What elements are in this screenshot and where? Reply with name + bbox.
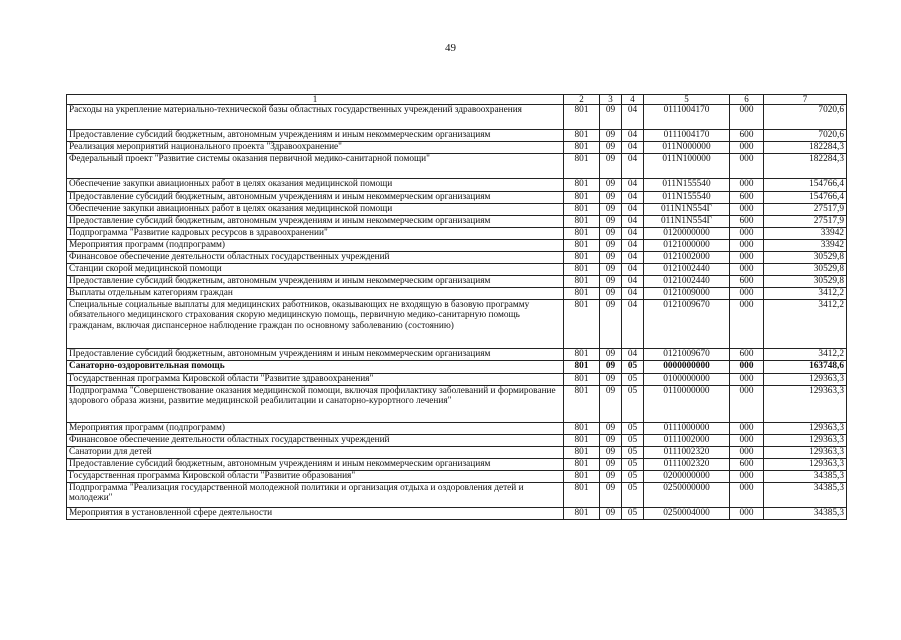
- row-name-cell: Предоставление субсидий бюджетным, автономным учреждениям и иным некоммерческим организациям: [67, 192, 564, 204]
- row-subsection-cell: 05: [622, 423, 644, 435]
- row-name-cell: Предоставление субсидий бюджетным, автономным учреждениям и иным некоммерческим организациям: [67, 130, 564, 142]
- row-expense-type-cell: 000: [730, 386, 764, 423]
- row-section-cell: 09: [600, 471, 622, 483]
- row-amount-cell: 30529,8: [764, 276, 847, 288]
- row-chapter-cell: 801: [564, 435, 600, 447]
- row-expense-type-cell: 600: [730, 276, 764, 288]
- row-section-cell: 09: [600, 508, 622, 520]
- row-name-cell: Подпрограмма "Совершенствование оказания медицинской помощи, включая профилактику заболеваний и формирование здорового образа жизни, развитие медицинской реабилитации и санаторно-курортного лечения": [67, 386, 564, 423]
- row-section-cell: 09: [600, 252, 622, 264]
- row-expense-type-cell: 000: [730, 179, 764, 192]
- header-cell: 6: [730, 95, 764, 105]
- row-name-cell: Финансовое обеспечение деятельности областных государственных учреждений: [67, 252, 564, 264]
- row-target-code-cell: 0121009670: [644, 349, 730, 361]
- row-name-cell: Выплаты отдельным категориям граждан: [67, 288, 564, 300]
- row-expense-type-cell: 000: [730, 435, 764, 447]
- row-amount-cell: 7020,6: [764, 105, 847, 130]
- row-name-cell: Реализация мероприятий национального проекта "Здравоохранение": [67, 142, 564, 154]
- row-subsection-cell: 04: [622, 192, 644, 204]
- row-name-cell: Санаторно-оздоровительная помощь: [67, 361, 564, 374]
- table-row: [67, 447, 847, 459]
- row-section-cell: 09: [600, 386, 622, 423]
- row-expense-type-cell: 000: [730, 483, 764, 508]
- row-section-cell: 09: [600, 130, 622, 142]
- row-amount-cell: 33942: [764, 240, 847, 252]
- row-chapter-cell: 801: [564, 142, 600, 154]
- row-name-cell: Мероприятия программ (подпрограмм): [67, 240, 564, 252]
- row-expense-type-cell: 000: [730, 288, 764, 300]
- row-target-code-cell: 011N1N554Г: [644, 216, 730, 228]
- row-expense-type-cell: 000: [730, 264, 764, 276]
- row-subsection-cell: 04: [622, 349, 644, 361]
- row-target-code-cell: 0100000000: [644, 374, 730, 386]
- row-target-code-cell: 0111004170: [644, 130, 730, 142]
- row-expense-type-cell: 000: [730, 447, 764, 459]
- row-amount-cell: 34385,3: [764, 471, 847, 483]
- row-name-cell: Станции скорой медицинской помощи: [67, 264, 564, 276]
- table-row: [67, 300, 847, 349]
- row-amount-cell: 129363,3: [764, 435, 847, 447]
- row-expense-type-cell: 000: [730, 240, 764, 252]
- row-subsection-cell: 04: [622, 142, 644, 154]
- row-expense-type-cell: 600: [730, 216, 764, 228]
- row-expense-type-cell: 000: [730, 252, 764, 264]
- row-name-cell: Подпрограмма "Развитие кадровых ресурсов в здравоохранении": [67, 228, 564, 240]
- row-amount-cell: 34385,3: [764, 483, 847, 508]
- table-row: [67, 508, 847, 520]
- row-amount-cell: 129363,3: [764, 447, 847, 459]
- row-expense-type-cell: 000: [730, 228, 764, 240]
- row-section-cell: 09: [600, 349, 622, 361]
- row-chapter-cell: 801: [564, 276, 600, 288]
- row-target-code-cell: 0111002320: [644, 447, 730, 459]
- row-section-cell: 09: [600, 423, 622, 435]
- row-amount-cell: 129363,3: [764, 423, 847, 435]
- row-subsection-cell: 04: [622, 276, 644, 288]
- row-name-cell: Государственная программа Кировской области "Развитие образования": [67, 471, 564, 483]
- row-amount-cell: 154766,4: [764, 179, 847, 192]
- row-amount-cell: 129363,3: [764, 386, 847, 423]
- row-section-cell: 09: [600, 154, 622, 179]
- header-cell: 1: [67, 95, 564, 105]
- row-amount-cell: 182284,3: [764, 142, 847, 154]
- table-row: [67, 483, 847, 508]
- row-subsection-cell: 04: [622, 288, 644, 300]
- row-subsection-cell: 04: [622, 228, 644, 240]
- row-target-code-cell: 0121002440: [644, 264, 730, 276]
- row-amount-cell: 7020,6: [764, 130, 847, 142]
- budget-table: [66, 94, 847, 520]
- row-subsection-cell: 05: [622, 374, 644, 386]
- row-chapter-cell: 801: [564, 179, 600, 192]
- table-row: [67, 374, 847, 386]
- row-name-cell: Государственная программа Кировской области "Развитие здравоохранения": [67, 374, 564, 386]
- row-amount-cell: 34385,3: [764, 508, 847, 520]
- header-cell: 5: [644, 95, 730, 105]
- table-row: [67, 130, 847, 142]
- table-row: [67, 105, 847, 130]
- row-amount-cell: 3412,2: [764, 300, 847, 349]
- row-subsection-cell: 04: [622, 204, 644, 216]
- table-header: [67, 95, 847, 105]
- table-row: [67, 471, 847, 483]
- row-section-cell: 09: [600, 228, 622, 240]
- table-row: [67, 216, 847, 228]
- row-name-cell: Предоставление субсидий бюджетным, автономным учреждениям и иным некоммерческим организациям: [67, 276, 564, 288]
- row-section-cell: 09: [600, 374, 622, 386]
- row-amount-cell: 30529,8: [764, 252, 847, 264]
- header-row: [67, 95, 847, 105]
- table-row: [67, 154, 847, 179]
- row-chapter-cell: 801: [564, 130, 600, 142]
- row-subsection-cell: 05: [622, 447, 644, 459]
- row-amount-cell: 33942: [764, 228, 847, 240]
- row-name-cell: Обеспечение закупки авиационных работ в целях оказания медицинской помощи: [67, 204, 564, 216]
- row-chapter-cell: 801: [564, 447, 600, 459]
- row-name-cell: Подпрограмма "Реализация государственной молодежной политики и организация отдыха и оздоровления детей и молодежи": [67, 483, 564, 508]
- row-expense-type-cell: 000: [730, 374, 764, 386]
- row-expense-type-cell: 000: [730, 300, 764, 349]
- table-row: [67, 361, 847, 374]
- table-row: [67, 264, 847, 276]
- table-row: [67, 423, 847, 435]
- row-expense-type-cell: 600: [730, 192, 764, 204]
- row-chapter-cell: 801: [564, 483, 600, 508]
- row-chapter-cell: 801: [564, 252, 600, 264]
- row-chapter-cell: 801: [564, 240, 600, 252]
- row-amount-cell: 129363,3: [764, 374, 847, 386]
- row-chapter-cell: 801: [564, 423, 600, 435]
- table-row: [67, 192, 847, 204]
- row-expense-type-cell: 000: [730, 423, 764, 435]
- row-section-cell: 09: [600, 447, 622, 459]
- row-section-cell: 09: [600, 300, 622, 349]
- row-expense-type-cell: 600: [730, 459, 764, 471]
- row-section-cell: 09: [600, 459, 622, 471]
- row-amount-cell: 27517,9: [764, 204, 847, 216]
- row-chapter-cell: 801: [564, 105, 600, 130]
- header-cell: 4: [622, 95, 644, 105]
- row-subsection-cell: 05: [622, 361, 644, 374]
- row-subsection-cell: 04: [622, 252, 644, 264]
- row-target-code-cell: 0110000000: [644, 386, 730, 423]
- row-name-cell: Мероприятия в установленной сфере деятельности: [67, 508, 564, 520]
- row-target-code-cell: 0121000000: [644, 240, 730, 252]
- row-subsection-cell: 04: [622, 264, 644, 276]
- row-subsection-cell: 05: [622, 483, 644, 508]
- row-amount-cell: 129363,3: [764, 459, 847, 471]
- row-target-code-cell: 0111000000: [644, 423, 730, 435]
- table-row: [67, 204, 847, 216]
- row-chapter-cell: 801: [564, 264, 600, 276]
- row-amount-cell: 163748,6: [764, 361, 847, 374]
- row-amount-cell: 30529,8: [764, 264, 847, 276]
- row-section-cell: 09: [600, 142, 622, 154]
- row-target-code-cell: 0111004170: [644, 105, 730, 130]
- row-section-cell: 09: [600, 216, 622, 228]
- row-chapter-cell: 801: [564, 508, 600, 520]
- row-section-cell: 09: [600, 276, 622, 288]
- row-amount-cell: 3412,2: [764, 349, 847, 361]
- row-subsection-cell: 04: [622, 130, 644, 142]
- row-amount-cell: 182284,3: [764, 154, 847, 179]
- row-subsection-cell: 04: [622, 216, 644, 228]
- table-row: [67, 142, 847, 154]
- row-chapter-cell: 801: [564, 288, 600, 300]
- row-subsection-cell: 04: [622, 179, 644, 192]
- table-row: [67, 386, 847, 423]
- row-section-cell: 09: [600, 483, 622, 508]
- row-chapter-cell: 801: [564, 228, 600, 240]
- table-row: [67, 276, 847, 288]
- header-cell: 7: [764, 95, 847, 105]
- row-expense-type-cell: 000: [730, 204, 764, 216]
- row-expense-type-cell: 000: [730, 471, 764, 483]
- table-row: [67, 240, 847, 252]
- row-target-code-cell: 011N155540: [644, 179, 730, 192]
- row-target-code-cell: 0111002320: [644, 459, 730, 471]
- table-row: [67, 288, 847, 300]
- row-expense-type-cell: 000: [730, 361, 764, 374]
- row-target-code-cell: 0111002000: [644, 435, 730, 447]
- row-chapter-cell: 801: [564, 361, 600, 374]
- table-row: [67, 435, 847, 447]
- row-chapter-cell: 801: [564, 374, 600, 386]
- row-target-code-cell: 0120000000: [644, 228, 730, 240]
- row-expense-type-cell: 000: [730, 142, 764, 154]
- row-chapter-cell: 801: [564, 192, 600, 204]
- row-chapter-cell: 801: [564, 204, 600, 216]
- row-expense-type-cell: 000: [730, 508, 764, 520]
- row-chapter-cell: 801: [564, 386, 600, 423]
- row-subsection-cell: 05: [622, 508, 644, 520]
- row-subsection-cell: 04: [622, 300, 644, 349]
- row-amount-cell: 154766,4: [764, 192, 847, 204]
- row-expense-type-cell: 000: [730, 105, 764, 130]
- row-name-cell: Финансовое обеспечение деятельности областных государственных учреждений: [67, 435, 564, 447]
- row-subsection-cell: 04: [622, 154, 644, 179]
- row-target-code-cell: 011N100000: [644, 154, 730, 179]
- row-subsection-cell: 04: [622, 105, 644, 130]
- row-subsection-cell: 05: [622, 459, 644, 471]
- row-chapter-cell: 801: [564, 471, 600, 483]
- table-body: [67, 105, 847, 520]
- row-target-code-cell: 0250004000: [644, 508, 730, 520]
- header-cell: 3: [600, 95, 622, 105]
- table-row: [67, 459, 847, 471]
- header-cell: 2: [564, 95, 600, 105]
- row-section-cell: 09: [600, 204, 622, 216]
- row-name-cell: Санатории для детей: [67, 447, 564, 459]
- row-chapter-cell: 801: [564, 349, 600, 361]
- row-section-cell: 09: [600, 105, 622, 130]
- row-target-code-cell: 011N155540: [644, 192, 730, 204]
- row-name-cell: Предоставление субсидий бюджетным, автономным учреждениям и иным некоммерческим организациям: [67, 216, 564, 228]
- row-amount-cell: 27517,9: [764, 216, 847, 228]
- table-row: [67, 179, 847, 192]
- row-target-code-cell: 0121002440: [644, 276, 730, 288]
- table-row: [67, 252, 847, 264]
- row-chapter-cell: 801: [564, 154, 600, 179]
- row-name-cell: Расходы на укрепление материально-технической базы областных государственных учреждений здравоохранения: [67, 105, 564, 130]
- row-subsection-cell: 05: [622, 471, 644, 483]
- row-target-code-cell: 0000000000: [644, 361, 730, 374]
- row-chapter-cell: 801: [564, 459, 600, 471]
- row-target-code-cell: 011N000000: [644, 142, 730, 154]
- row-section-cell: 09: [600, 361, 622, 374]
- row-section-cell: 09: [600, 192, 622, 204]
- row-target-code-cell: 011N1N554Г: [644, 204, 730, 216]
- row-name-cell: Федеральный проект "Развитие системы оказания первичной медико-санитарной помощи": [67, 154, 564, 179]
- row-name-cell: Обеспечение закупки авиационных работ в целях оказания медицинской помощи: [67, 179, 564, 192]
- row-target-code-cell: 0121009670: [644, 300, 730, 349]
- table-row: [67, 228, 847, 240]
- row-name-cell: Предоставление субсидий бюджетным, автономным учреждениям и иным некоммерческим организациям: [67, 349, 564, 361]
- row-expense-type-cell: 600: [730, 130, 764, 142]
- table-row: [67, 349, 847, 361]
- row-subsection-cell: 05: [622, 386, 644, 423]
- row-subsection-cell: 05: [622, 435, 644, 447]
- row-target-code-cell: 0200000000: [644, 471, 730, 483]
- row-section-cell: 09: [600, 264, 622, 276]
- row-name-cell: Мероприятия программ (подпрограмм): [67, 423, 564, 435]
- page-number: 49: [445, 42, 456, 54]
- row-section-cell: 09: [600, 179, 622, 192]
- row-chapter-cell: 801: [564, 216, 600, 228]
- row-expense-type-cell: 600: [730, 349, 764, 361]
- row-name-cell: Специальные социальные выплаты для медицинских работников, оказывающих не входящую в базовую программу обязательного медицинского страхования скорую медицинскую помощь, первичную медико-санитарную помощь гражданам, включая диспансерное наблюдение граждан по основному заболеванию (состоянию): [67, 300, 564, 349]
- row-target-code-cell: 0121002000: [644, 252, 730, 264]
- row-target-code-cell: 0121009000: [644, 288, 730, 300]
- row-expense-type-cell: 000: [730, 154, 764, 179]
- row-section-cell: 09: [600, 288, 622, 300]
- row-name-cell: Предоставление субсидий бюджетным, автономным учреждениям и иным некоммерческим организациям: [67, 459, 564, 471]
- row-target-code-cell: 0250000000: [644, 483, 730, 508]
- row-subsection-cell: 04: [622, 240, 644, 252]
- row-amount-cell: 3412,2: [764, 288, 847, 300]
- row-section-cell: 09: [600, 435, 622, 447]
- row-chapter-cell: 801: [564, 300, 600, 349]
- row-section-cell: 09: [600, 240, 622, 252]
